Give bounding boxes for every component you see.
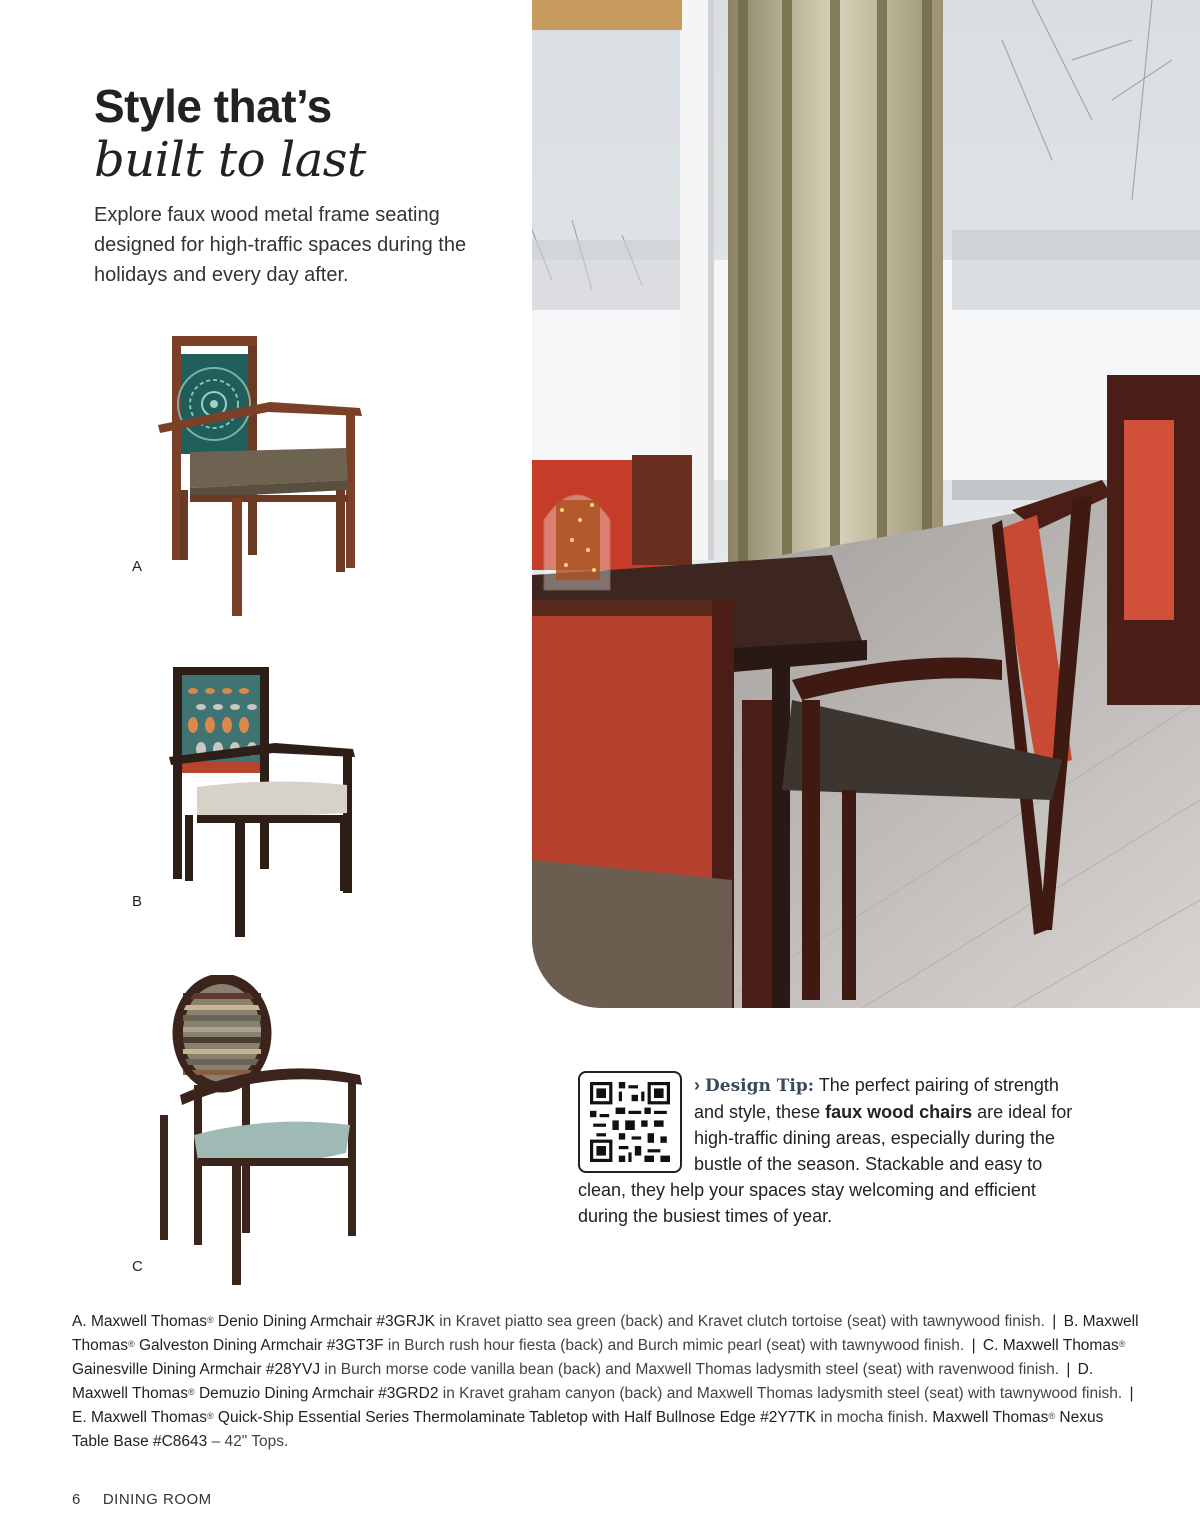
- design-tip-highlight: faux wood chairs: [825, 1102, 973, 1122]
- design-tip-text-2: are ideal for high-traffic dining areas, especially during the bustle of the season. Stackable and easy to clean, they help your spaces stay welcoming and efficient during the busiest times of year.: [578, 1102, 1073, 1226]
- caption-e-text: in mocha finish.: [816, 1409, 929, 1426]
- intro-text: Explore faux wood metal frame seating designed for high-traffic spaces during the holidays and every day after.: [94, 204, 467, 286]
- caption-b-product: Galveston Dining Armchair #3GT3F: [134, 1337, 384, 1354]
- caption-c-text: in Burch morse code vanilla bean (back) and Maxwell Thomas ladysmith steel (seat) with ravenwood finish.: [320, 1361, 1060, 1378]
- chevron-right-icon: ›: [694, 1075, 700, 1095]
- caption-separator: |: [971, 1337, 976, 1354]
- design-tip-title: Design Tip:: [705, 1076, 815, 1096]
- page-footer: [72, 1491, 212, 1508]
- caption-b-text: in Burch rush hour fiesta (back) and Burch mimic pearl (seat) with tawnywood finish.: [383, 1337, 965, 1354]
- chair-c-image: [150, 975, 380, 1290]
- caption-d-brand: D. Maxwell Thomas: [72, 1361, 1094, 1402]
- chair-b-image: [165, 665, 365, 940]
- headline: [94, 80, 366, 188]
- caption-e-text-2: – 42" Tops.: [207, 1433, 289, 1450]
- caption-e-brand-2: Maxwell Thomas: [928, 1409, 1049, 1426]
- caption-c-product: Gainesville Dining Armchair #28YVJ: [72, 1361, 321, 1378]
- caption-e-product: Quick-Ship Essential Series Thermolaminate Tabletop with Half Bullnose Edge #2Y7TK: [213, 1409, 817, 1426]
- product-captions: A. Maxwell Thomas® Denio Dining Armchair #3GRJK in Kravet piatto sea green (back) and Kravet clutch tortoise (seat) with tawnywood finish. | B. Maxwell Thomas® Galveston Dining Armchair #3GT3F in Burch rush hour fiesta (back) and Burch mimic pearl (seat) with tawnywood finish. | C. Maxwell Thomas® Gainesville Dining Armchair #28YVJ in Burch morse code vanilla bean (back) and Maxwell Thomas ladysmith steel (seat) with ravenwood finish. | D. Maxwell Thomas® Demuzio Dining Armchair #3GRD2 in Kravet graham canyon (back) and Maxwell Thomas ladysmith steel (seat) with tawnywood finish. | E. Maxwell Thomas® Quick-Ship Essential Series Thermolaminate Tabletop with Half Bullnose Edge #2Y7TK in mocha finish. Maxwell Thomas® Nexus Table Base #C8643 – 42" Tops.: [72, 1313, 1139, 1450]
- caption-a-product: Denio Dining Armchair #3GRJK: [213, 1313, 435, 1330]
- chair-a-letter: A: [132, 558, 143, 575]
- caption-separator: |: [1129, 1385, 1134, 1402]
- caption-separator: |: [1066, 1361, 1071, 1378]
- headline-line1: Style that’s: [94, 80, 332, 132]
- design-tip-text-1: The perfect pairing of strength and style, these: [694, 1075, 1059, 1122]
- chair-a-image: [150, 330, 380, 620]
- caption-d-text: in Kravet graham canyon (back) and Maxwell Thomas ladysmith steel (seat) with tawnywood finish.: [438, 1385, 1123, 1402]
- page-number: 6: [72, 1491, 81, 1508]
- caption-d-product: Demuzio Dining Armchair #3GRD2: [194, 1385, 439, 1402]
- caption-a-brand: A. Maxwell Thomas: [72, 1313, 207, 1330]
- chair-c-letter: C: [132, 1258, 143, 1275]
- design-tip: [578, 1072, 1078, 1229]
- caption-c-brand: C. Maxwell Thomas: [982, 1337, 1119, 1354]
- chair-b-letter: B: [132, 893, 143, 910]
- hero-photo: [532, 0, 1200, 1008]
- caption-separator: |: [1052, 1313, 1057, 1330]
- caption-e-product-2: Nexus Table Base #C8643: [72, 1409, 1104, 1450]
- caption-b-brand: B. Maxwell Thomas: [72, 1313, 1139, 1354]
- section-name: DINING ROOM: [102, 1491, 212, 1508]
- caption-e-brand: E. Maxwell Thomas: [72, 1409, 207, 1426]
- headline-line2: built to last: [94, 132, 366, 188]
- caption-a-text: in Kravet piatto sea green (back) and Kravet clutch tortoise (seat) with tawnywood finish.: [435, 1313, 1045, 1330]
